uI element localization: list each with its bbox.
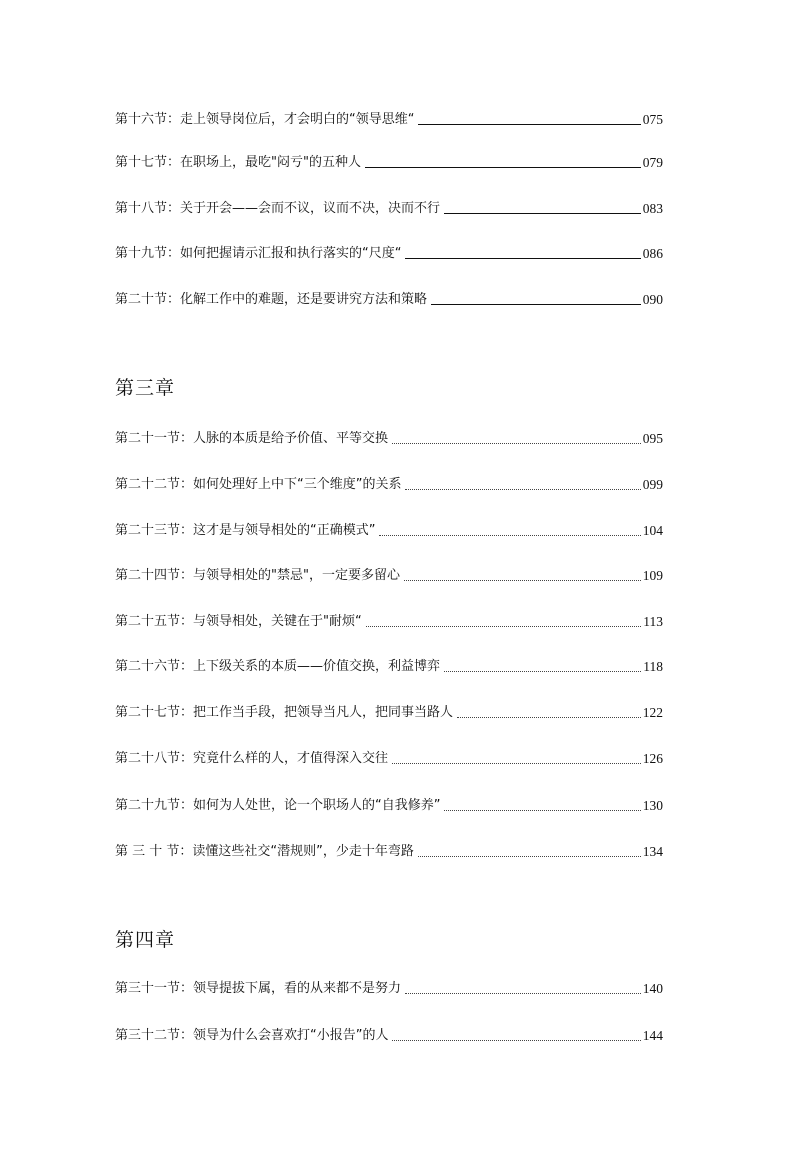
toc-entry[interactable] [115, 242, 663, 262]
leader-dots [366, 626, 642, 627]
leader-line [418, 124, 640, 125]
leader-dots [392, 763, 641, 764]
leader-dots [392, 443, 641, 444]
leader-dots [404, 580, 641, 581]
toc-entry-title: 第十六节：走上领导岗位后，才会明白的“领导思维“ [115, 112, 415, 127]
leader-line [405, 258, 640, 259]
toc-entry-title: 第二十九节：如何为人处世，论一个职场人的“自我修养” [115, 798, 441, 813]
toc-entry-title: 第三十二节：领导为什么会喜欢打“小报告”的人 [115, 1028, 389, 1043]
chapter-heading: 第四章 [115, 929, 176, 951]
chapter-heading: 第三章 [115, 377, 176, 399]
toc-entry-title: 第十七节：在职场上，最吃"闷亏"的五种人 [115, 155, 361, 170]
toc-entry[interactable] [115, 288, 663, 308]
toc-entry[interactable] [115, 655, 663, 675]
toc-entry-title: 第二十五节：与领导相处，关键在于"耐烦“ [115, 614, 362, 629]
toc-entry-page: 144 [642, 1028, 663, 1043]
toc-entry-page: 134 [642, 844, 663, 859]
toc-entry-title: 第二十三节：这才是与领导相处的“正确模式” [115, 523, 376, 538]
toc-entry[interactable] [115, 151, 663, 171]
toc-entry-page: 095 [642, 431, 663, 446]
leader-line [444, 213, 641, 214]
toc-entry-page: 104 [642, 523, 663, 538]
toc-entry[interactable] [115, 610, 663, 630]
toc-entry-page: 075 [642, 112, 663, 127]
leader-dots [418, 856, 641, 857]
leader-dots [457, 717, 641, 718]
toc-entry[interactable] [115, 701, 663, 721]
toc-entry-title: 第二十七节：把工作当手段，把领导当凡人，把同事当路人 [115, 705, 454, 720]
toc-entry-title: 第十九节：如何把握请示汇报和执行落实的“尺度“ [115, 246, 402, 261]
toc-entry-page: 109 [642, 568, 663, 583]
toc-entry[interactable] [115, 564, 663, 584]
toc-entry-page: 118 [643, 659, 663, 674]
toc-entry-title: 第二十二节：如何处理好上中下“三个维度”的关系 [115, 477, 402, 492]
leader-line [365, 167, 641, 168]
toc-entry-page: 140 [642, 981, 663, 996]
leader-dots [405, 993, 641, 994]
toc-entry-title: 第二十四节：与领导相处的"禁忌"，一定要多留心 [115, 568, 400, 583]
leader-dots [392, 1040, 640, 1041]
toc-entry[interactable] [115, 427, 663, 447]
toc-entry-title: 第二十六节：上下级关系的本质——价值交换，利益博弈 [115, 659, 441, 674]
toc-entry[interactable] [115, 977, 663, 997]
toc-entry-title: 第 三 十 节：读懂这些社交“潜规则”，少走十年弯路 [115, 844, 414, 859]
toc-entry[interactable] [115, 1024, 663, 1044]
toc-entry-page: 086 [642, 246, 663, 261]
toc-entry-title: 第三十一节：领导提拔下属，看的从来都不是努力 [115, 981, 402, 996]
toc-entry[interactable] [115, 794, 663, 814]
toc-entry[interactable] [115, 197, 663, 217]
toc-entry-page: 083 [642, 201, 663, 216]
toc-entry-page: 079 [642, 155, 663, 170]
leader-dots [444, 810, 640, 811]
toc-entry-page: 122 [642, 705, 663, 720]
toc-entry[interactable] [115, 840, 663, 860]
leader-line [431, 304, 641, 305]
toc-entry-page: 090 [642, 292, 663, 307]
toc-entry-title: 第十八节：关于开会——会而不议，议而不决，决而不行 [115, 201, 441, 216]
leader-dots [379, 535, 640, 536]
toc-entry-page: 130 [642, 798, 663, 813]
leader-dots [444, 671, 641, 672]
toc-entry-title: 第二十节：化解工作中的难题，还是要讲究方法和策略 [115, 292, 428, 307]
toc-entry[interactable] [115, 108, 663, 128]
toc-entry-page: 126 [642, 751, 663, 766]
toc-entry[interactable] [115, 519, 663, 539]
toc-entry-page: 099 [642, 477, 663, 492]
toc-entry-page: 113 [643, 614, 663, 629]
leader-dots [405, 489, 640, 490]
toc-entry-title: 第二十一节：人脉的本质是给予价值、平等交换 [115, 431, 389, 446]
toc-entry[interactable] [115, 747, 663, 767]
toc-entry-title: 第二十八节：究竟什么样的人，才值得深入交往 [115, 751, 389, 766]
toc-entry[interactable] [115, 473, 663, 493]
